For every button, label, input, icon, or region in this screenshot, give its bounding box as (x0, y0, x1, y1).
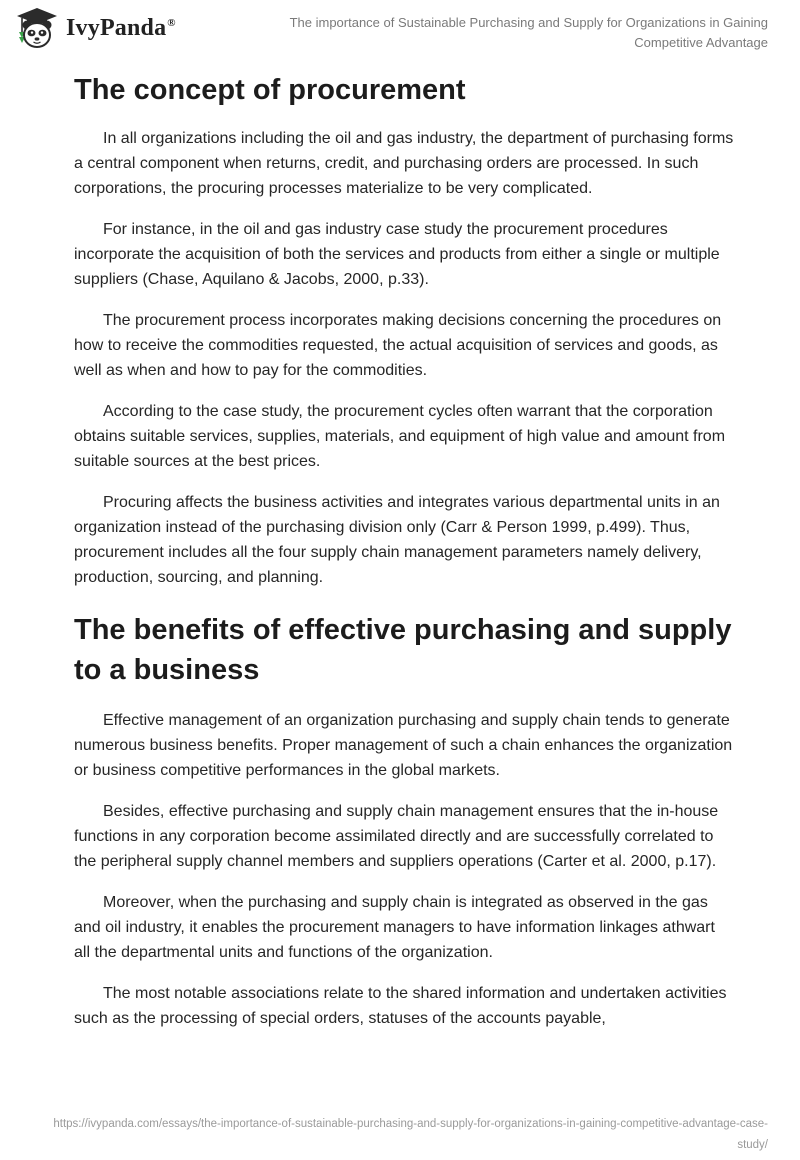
paragraph: Moreover, when the purchasing and supply chain is integrated as observed in the gas and oil industry, it enables the procurement managers to have information linkages athwart all the departmental units and functions of the organization. (74, 894, 715, 961)
paragraph: Procuring affects the business activities and integrates various departmental units in an organization instead of the purchasing division only (Carr & Person 1999, p.499). Thus, procurement includes all the four supply chain management parameters namely delivery, production, sourcing, and planning. (74, 494, 720, 586)
paragraph: Effective management of an organization purchasing and supply chain tends to generate numerous business benefits. Proper management of such a chain enhances the organization or business competitive performances in the global markets. (74, 712, 733, 779)
registered-mark: ® (167, 16, 176, 29)
paragraph: In all organizations including the oil and gas industry, the department of purchasing forms a central component when returns, credit, and purchasing orders are processed. In such corporations, the procuring processes materialize to be very complicated. (74, 130, 734, 197)
section-heading: The concept of procurement (74, 74, 466, 106)
document-title: The importance of Sustainable Purchasing and Supply for Organizations in Gaining Competitive Advantage (289, 15, 768, 50)
ivypanda-logo[interactable] (14, 6, 176, 50)
brand-name: IvyPanda® (66, 14, 176, 41)
paragraph: The most notable associations relate to the shared information and undertaken activities such as the processing of special orders, statuses of the accounts payable, (74, 985, 727, 1027)
paragraph: According to the case study, the procurement cycles often warrant that the corporation obtains suitable services, supplies, materials, and equipment of high value and amount from suitable sources at the best prices. (74, 403, 726, 470)
essay-content (74, 70, 734, 1047)
section-heading: The benefits of effective purchasing and supply to a business (74, 614, 732, 686)
source-url[interactable]: https://ivypanda.com/essays/the-importance-of-sustainable-purchasing-and-supply-for-organizations-in-gaining-competitive-advantage-case-study/ (53, 1118, 768, 1151)
page-header (0, 0, 800, 62)
paragraph: The procurement process incorporates making decisions concerning the procedures on how to receive the commodities requested, the actual acquisition of services and goods, as well as when and how to pay for the commodities. (74, 312, 722, 379)
paragraph: For instance, in the oil and gas industry case study the procurement procedures incorporate the acquisition of both the services and products from either a single or multiple suppliers (Chase, Aquilano & Jacobs, 2000, p.33). (74, 221, 720, 288)
paragraph: Besides, effective purchasing and supply chain management ensures that the in-house functions in any corporation become assimilated directly and are successfully correlated to the peripheral supply channel members and suppliers operations (Carter et al. 2000, p.17). (74, 803, 719, 870)
panda-graduate-logo-icon (14, 6, 60, 50)
